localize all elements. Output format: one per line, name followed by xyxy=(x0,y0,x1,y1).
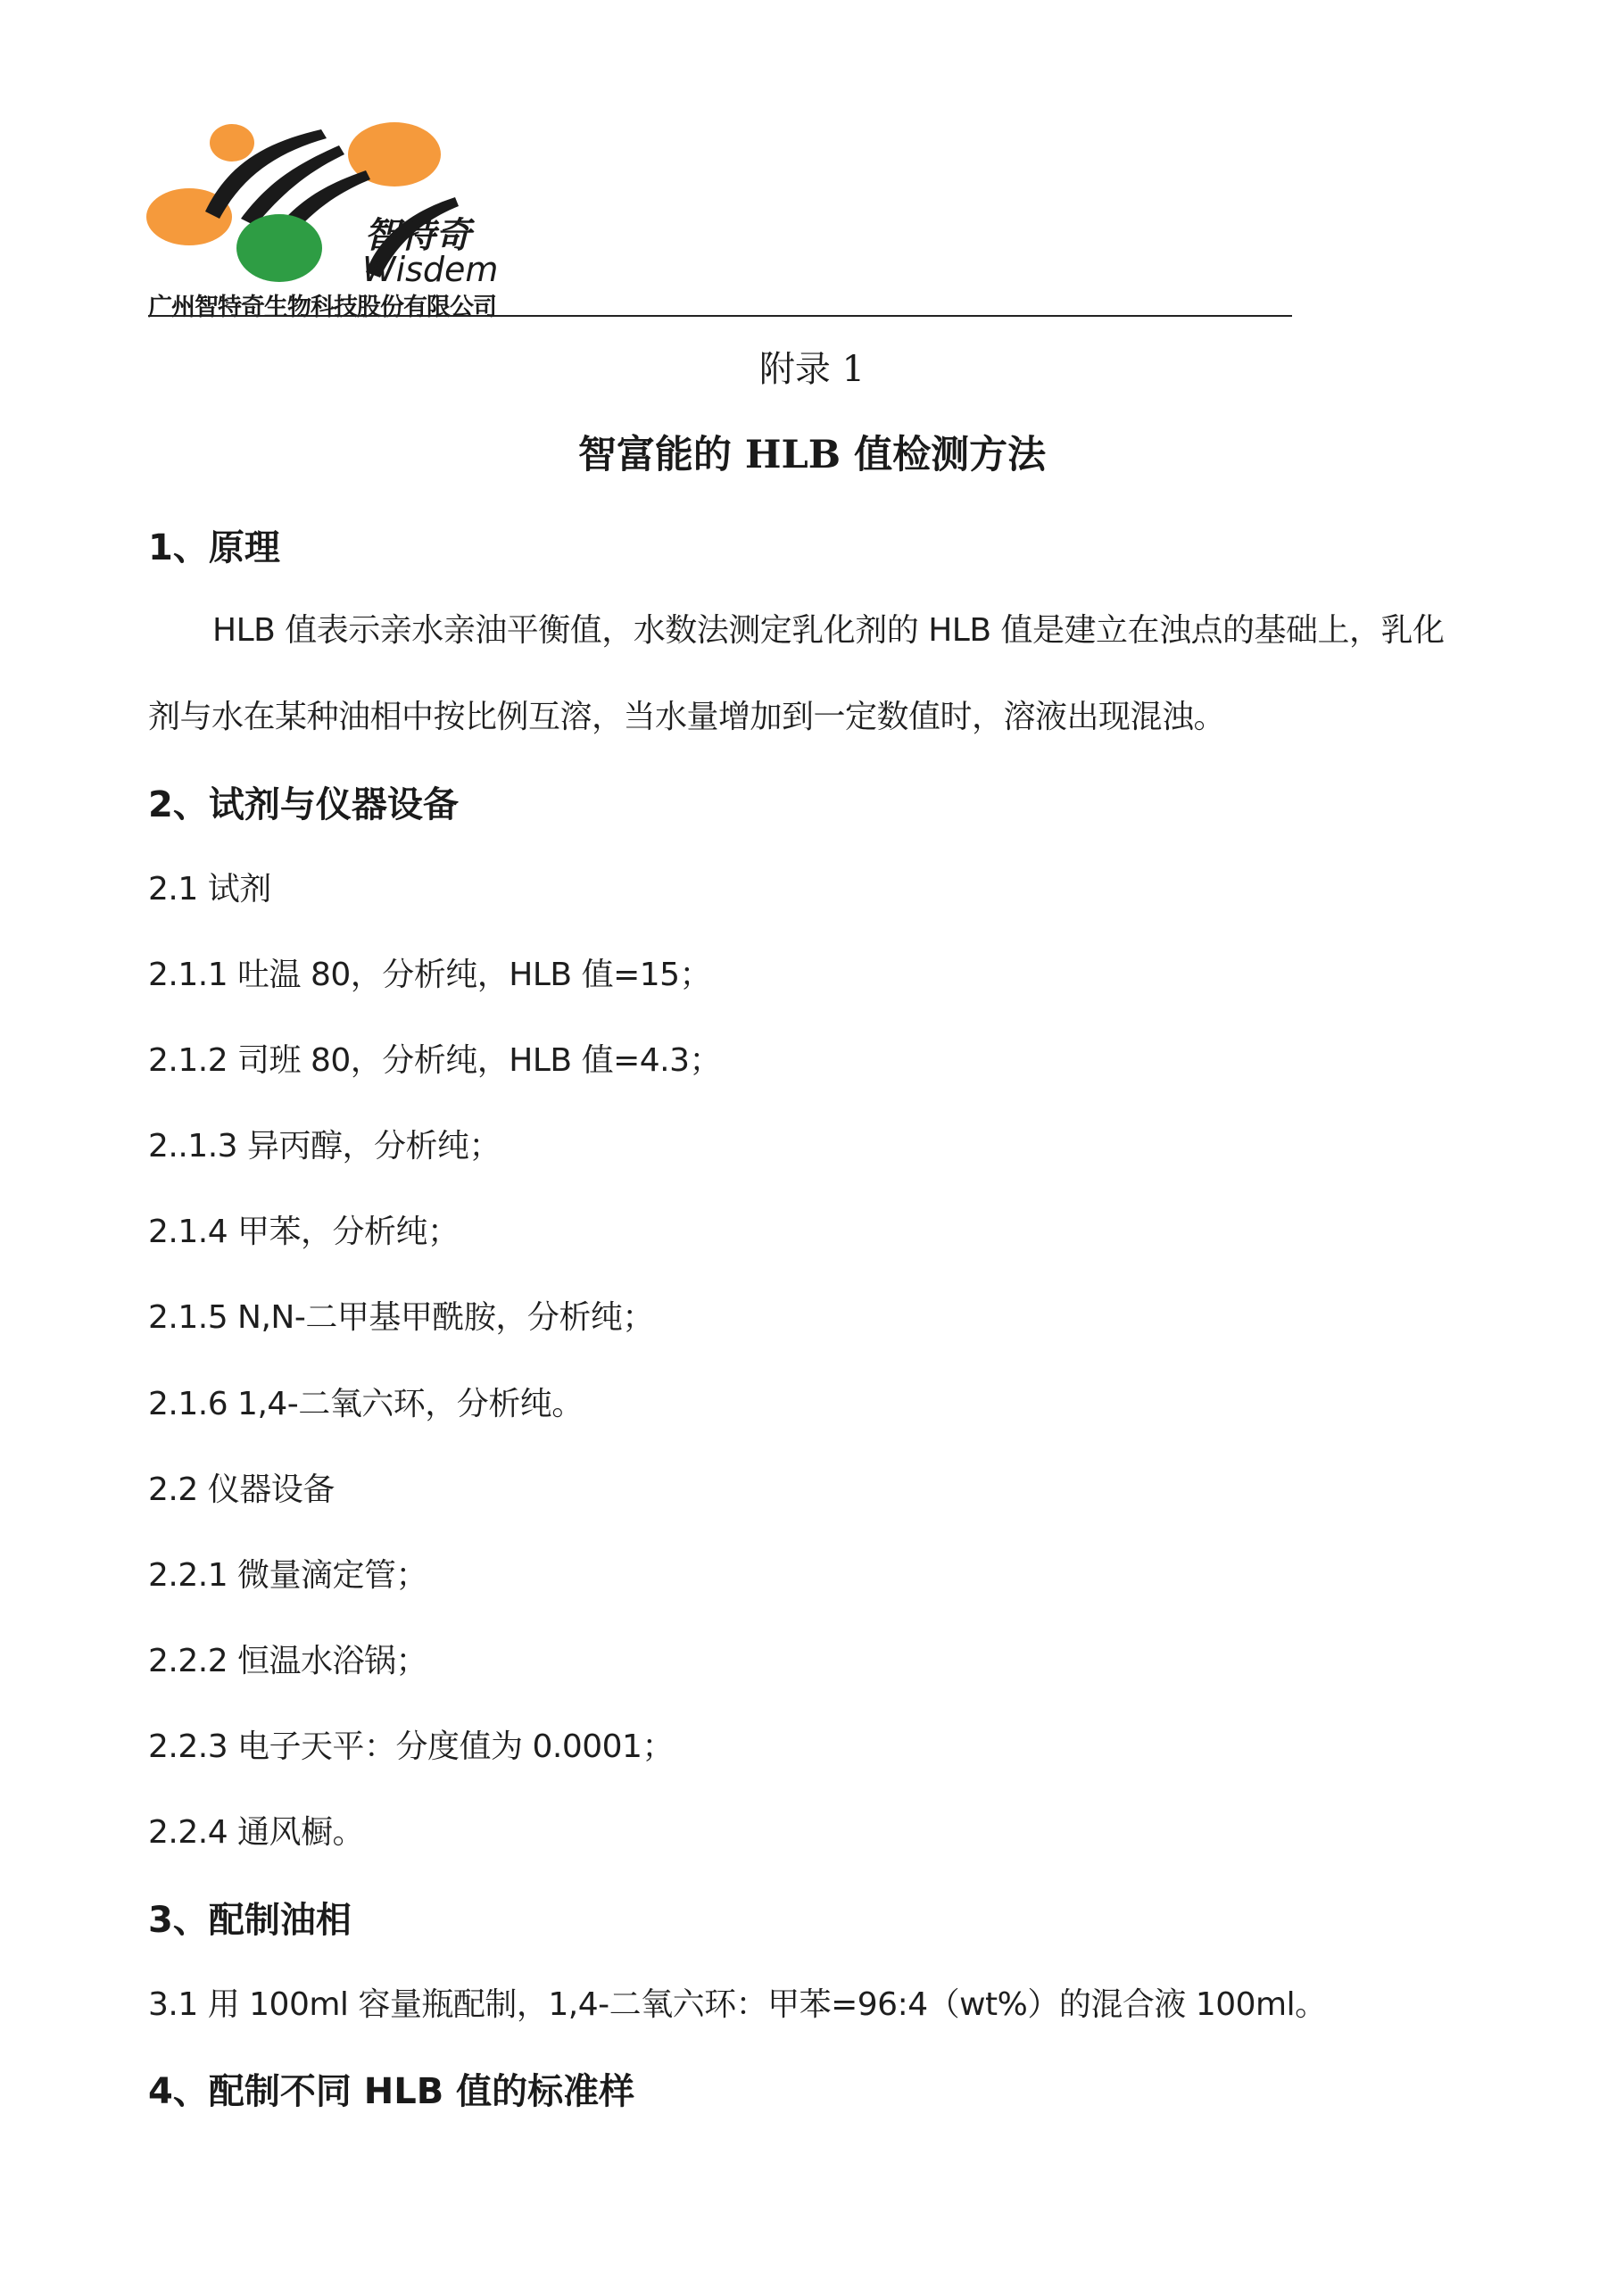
logo-green-dot xyxy=(236,214,322,282)
section-1-paragraph-line-1: HLB 值表示亲水亲油平衡值，水数法测定乳化剂的 HLB 值是建立在浊点的基础上，乳化 xyxy=(212,612,1445,649)
list-item: 2.2.4 通风橱。 xyxy=(148,1814,365,1851)
list-item: 2.1.6 1,4-二氧六环，分析纯。 xyxy=(148,1386,584,1422)
list-item: 2.2 仪器设备 xyxy=(148,1471,335,1508)
section-2-heading: 2、试剂与仪器设备 xyxy=(148,784,459,825)
list-item: 2..1.3 异丙醇，分析纯； xyxy=(148,1128,501,1165)
appendix-label: 附录 1 xyxy=(758,349,866,390)
section-1-heading: 1、原理 xyxy=(148,527,280,568)
logo-orange-dot-top-left xyxy=(210,124,254,162)
company-name: 广州智特奇生物科技股份有限公司 xyxy=(148,294,496,321)
list-item: 2.2.1 微量滴定管； xyxy=(148,1557,428,1594)
list-item: 3.1 用 100ml 容量瓶配制，1,4-二氧六环：甲苯=96:4（wt%）的混合液 100ml。 xyxy=(148,1986,1327,2023)
list-item: 2.2.3 电子天平：分度值为 0.0001； xyxy=(148,1728,674,1765)
list-item: 2.1.4 甲苯，分析纯； xyxy=(148,1214,460,1250)
logo-cn-text: 智特奇 xyxy=(364,215,471,256)
logo-en-text: Wisdem xyxy=(362,250,499,289)
section-4-heading: 4、配制不同 HLB 值的标准样 xyxy=(148,2071,635,2112)
list-item: 2.1.2 司班 80，分析纯，HLB 值=4.3； xyxy=(148,1042,721,1079)
company-logo xyxy=(143,112,535,290)
section-3-heading: 3、配制油相 xyxy=(148,1900,352,1941)
header-divider xyxy=(148,315,1292,317)
section-1-paragraph-line-2: 剂与水在某种油相中按比例互溶，当水量增加到一定数值时，溶液出现混浊。 xyxy=(148,699,1226,735)
document-title: 智富能的 HLB 值检测方法 xyxy=(577,433,1047,477)
list-item: 2.1 试剂 xyxy=(148,871,271,908)
list-item: 2.1.5 N,N-二甲基甲酰胺，分析纯； xyxy=(148,1299,654,1336)
list-item: 2.2.2 恒温水浴锅； xyxy=(148,1643,428,1679)
list-item: 2.1.1 吐温 80，分析纯，HLB 值=15； xyxy=(148,957,712,993)
